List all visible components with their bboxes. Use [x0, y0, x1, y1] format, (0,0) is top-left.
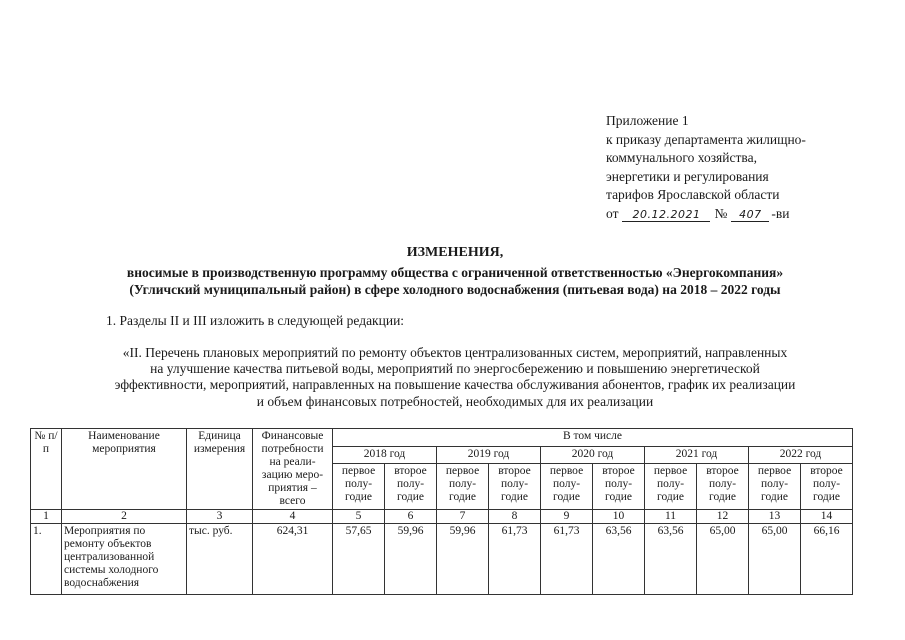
row-unit: тыс. руб.: [187, 524, 253, 595]
appendix-block: [606, 112, 866, 223]
row-value: 65,00: [697, 524, 749, 595]
header-first-half: первое полу-годие: [333, 464, 385, 510]
column-number: 10: [593, 510, 645, 524]
column-number: 9: [541, 510, 593, 524]
column-number: 2: [62, 510, 187, 524]
title-line: вносимые в производственную программу общества с ограниченной ответственностью «Энергокомпания»: [126, 264, 784, 280]
order-date-number-line: [606, 205, 866, 224]
header-second-half: второе полу-годие: [593, 464, 645, 510]
handwritten-number: 407: [731, 209, 769, 222]
paragraph-2-line: на улучшение качества питьевой воды, мероприятий по энергосбережению и повышению энергетической: [150, 361, 760, 377]
row-value: 63,56: [593, 524, 645, 595]
column-number: 4: [253, 510, 333, 524]
row-num: 1.: [31, 524, 62, 595]
title-heading: ИЗМЕНЕНИЯ,: [406, 245, 504, 260]
column-number: 11: [645, 510, 697, 524]
measures-table: [30, 428, 853, 595]
header-second-half: второе полу-годие: [489, 464, 541, 510]
header-year: 2021 год: [645, 446, 749, 464]
header-year: 2018 год: [333, 446, 437, 464]
row-value: 61,73: [541, 524, 593, 595]
title-line: (Угличский муниципальный район) в сфере холодного водоснабжения (питьевая вода) на 2018 – 2022 годы: [129, 282, 781, 297]
row-value: 61,73: [489, 524, 541, 595]
column-number: 7: [437, 510, 489, 524]
header-first-half: первое полу-годие: [645, 464, 697, 510]
header-first-half: первое полу-годие: [437, 464, 489, 510]
header-unit: Единица измерения: [187, 429, 253, 510]
column-number: 13: [749, 510, 801, 524]
paragraph-2-line: «II. Перечень плановых мероприятий по ремонту объектов централизованных систем, мероприятий, направленных: [122, 345, 788, 360]
row-total: 624,31: [253, 524, 333, 595]
column-number: 14: [801, 510, 853, 524]
column-number: 8: [489, 510, 541, 524]
header-year: 2022 год: [749, 446, 853, 464]
header-finance: Финансовые потребности на реали-зацию меро-приятия – всего: [253, 429, 333, 510]
header-second-half: второе полу-годие: [697, 464, 749, 510]
column-number: 12: [697, 510, 749, 524]
row-value: 65,00: [749, 524, 801, 595]
row-value: 66,16: [801, 524, 853, 595]
paragraph-2-line: эффективности, мероприятий, направленных на повышение качества обслуживания абонентов, график их реализации: [114, 377, 796, 393]
header-first-half: первое полу-годие: [541, 464, 593, 510]
column-number: 3: [187, 510, 253, 524]
header-num: № п/п: [31, 429, 62, 510]
appendix-line: энергетики и регулирования: [606, 168, 769, 184]
header-year: 2019 год: [437, 446, 541, 464]
row-value: 59,96: [437, 524, 489, 595]
table-row: [31, 524, 853, 595]
from-label: от: [606, 205, 619, 221]
row-value: 57,65: [333, 524, 385, 595]
header-second-half: второе полу-годие: [385, 464, 437, 510]
column-number-row: [31, 510, 853, 524]
header-name: Наименование мероприятия: [62, 429, 187, 510]
paragraph-2-line: и объем финансовых потребностей, необходимых для их реализации: [256, 393, 654, 409]
handwritten-date: 20.12.2021: [622, 209, 710, 222]
appendix-line: к приказу департамента жилищно-: [606, 131, 806, 147]
appendix-line: Приложение 1: [606, 113, 689, 128]
header-including: В том числе: [333, 429, 853, 447]
column-number: 6: [385, 510, 437, 524]
number-label: №: [714, 205, 728, 221]
header-year: 2020 год: [541, 446, 645, 464]
column-number: 1: [31, 510, 62, 524]
document-title: [40, 244, 870, 299]
row-name: Мероприятия по ремонту объектов централизованной системы холодного водоснабжения: [62, 524, 187, 595]
paragraph-1: 1. Разделы II и III изложить в следующей редакции:: [106, 313, 405, 328]
header-second-half: второе полу-годие: [801, 464, 853, 510]
row-value: 59,96: [385, 524, 437, 595]
row-value: 63,56: [645, 524, 697, 595]
table-header-row: [31, 429, 853, 447]
appendix-line: тарифов Ярославской области: [606, 187, 780, 202]
appendix-line: коммунального хозяйства,: [606, 150, 757, 165]
number-suffix: -ви: [771, 205, 790, 221]
paragraph-2: [60, 345, 850, 410]
header-first-half: первое полу-годие: [749, 464, 801, 510]
column-number: 5: [333, 510, 385, 524]
